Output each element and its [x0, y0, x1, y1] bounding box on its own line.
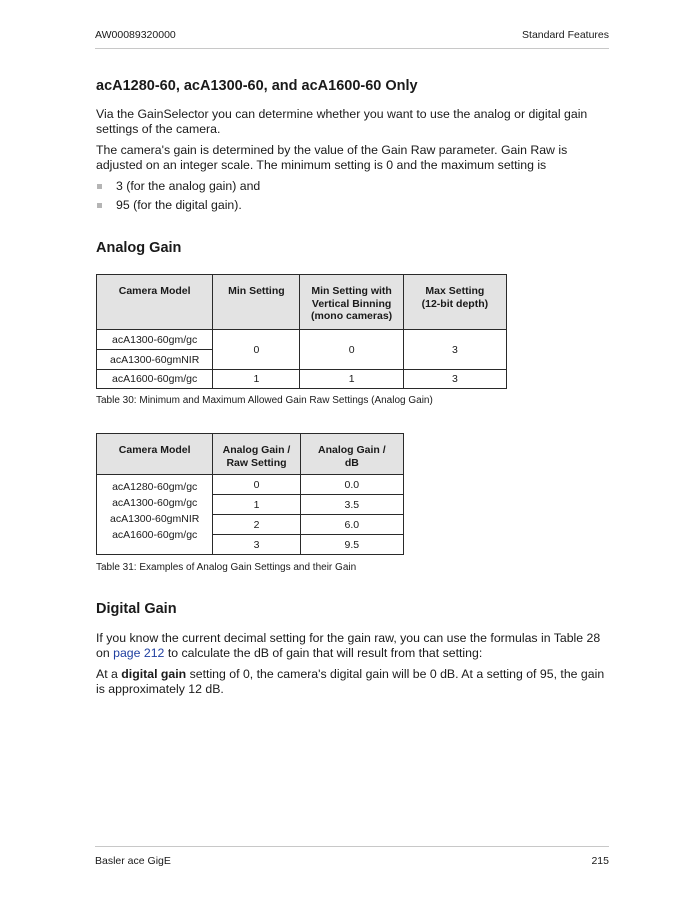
cell-db: 0.0 [300, 475, 403, 495]
table-row [97, 370, 507, 389]
cell-max: 3 [403, 330, 506, 370]
table-row [97, 330, 507, 350]
col-raw-setting: Analog Gain / Raw Setting [213, 434, 300, 475]
footer-divider [95, 846, 609, 847]
cell-max: 3 [403, 370, 506, 389]
table-30 [96, 274, 507, 389]
bullet-item: 3 (for the analog gain) and [96, 179, 260, 198]
col-min-setting: Min Setting [213, 275, 300, 330]
col-min-vbin: Min Setting with Vertical Binning (mono cameras) [300, 275, 403, 330]
bullet-list [96, 179, 260, 217]
cell-models: acA1280-60gm/gc acA1300-60gm/gc acA1300-60gmNIR acA1600-60gm/gc [97, 475, 213, 555]
col-camera-model: Camera Model [97, 434, 213, 475]
cell-min-vbin: 1 [300, 370, 403, 389]
chapter-title: Standard Features [522, 29, 609, 41]
col-max-setting: Max Setting (12-bit depth) [403, 275, 506, 330]
cell-model: acA1600-60gm/gc [97, 370, 213, 389]
cell-model: acA1300-60gm/gc [97, 330, 213, 350]
table-header-row [97, 275, 507, 330]
page-number: 215 [591, 855, 609, 867]
digital-gain-term: digital gain [121, 667, 187, 681]
table-row [97, 475, 404, 495]
header-divider [95, 48, 609, 49]
cell-db: 9.5 [300, 535, 403, 555]
table-30-caption: Table 30: Minimum and Maximum Allowed Gain Raw Settings (Analog Gain) [96, 395, 433, 406]
section-title: acA1280-60, acA1300-60, and acA1600-60 Only [96, 78, 418, 94]
table-31-caption: Table 31: Examples of Analog Gain Settings and their Gain [96, 562, 357, 573]
cell-raw: 2 [213, 515, 300, 535]
paragraph-gain-raw: The camera's gain is determined by the value of the Gain Raw parameter. Gain Raw is adjusted on an integer scale. The minimum setting is 0 and the maximum setting is [96, 143, 568, 172]
analog-gain-title: Analog Gain [96, 240, 182, 256]
cell-min: 0 [213, 330, 300, 370]
paragraph-digital-range: At a digital gain setting of 0, the camera's digital gain will be 0 dB. At a setting of 95, the gain is approximately 12 dB. [96, 667, 605, 696]
cell-model: acA1300-60gmNIR [97, 350, 213, 370]
cell-min: 1 [213, 370, 300, 389]
cell-raw: 3 [213, 535, 300, 555]
cell-db: 6.0 [300, 515, 403, 535]
digital-gain-title: Digital Gain [96, 601, 177, 617]
page-header [95, 29, 609, 41]
paragraph-gain-selector: Via the GainSelector you can determine whether you want to use the analog or digital gain settings of the camera. [96, 107, 588, 136]
bullet-item: 95 (for the digital gain). [96, 198, 260, 217]
cell-raw: 1 [213, 495, 300, 515]
bullet-icon [97, 184, 102, 189]
col-db: Analog Gain / dB [300, 434, 403, 475]
document-id: AW00089320000 [95, 29, 176, 41]
table-header-row [97, 434, 404, 475]
page-212-link[interactable]: page 212 [113, 646, 165, 660]
cell-min-vbin: 0 [300, 330, 403, 370]
bullet-icon [97, 203, 102, 208]
page-footer [95, 855, 609, 867]
col-camera-model: Camera Model [97, 275, 213, 330]
paragraph-digital-formula: If you know the current decimal setting for the gain raw, you can use the formulas in Table 28 on page 212 to calculate the dB of gain that will result from that setting: [96, 631, 601, 660]
table-31 [96, 433, 404, 555]
cell-raw: 0 [213, 475, 300, 495]
product-name: Basler ace GigE [95, 855, 171, 867]
cell-db: 3.5 [300, 495, 403, 515]
